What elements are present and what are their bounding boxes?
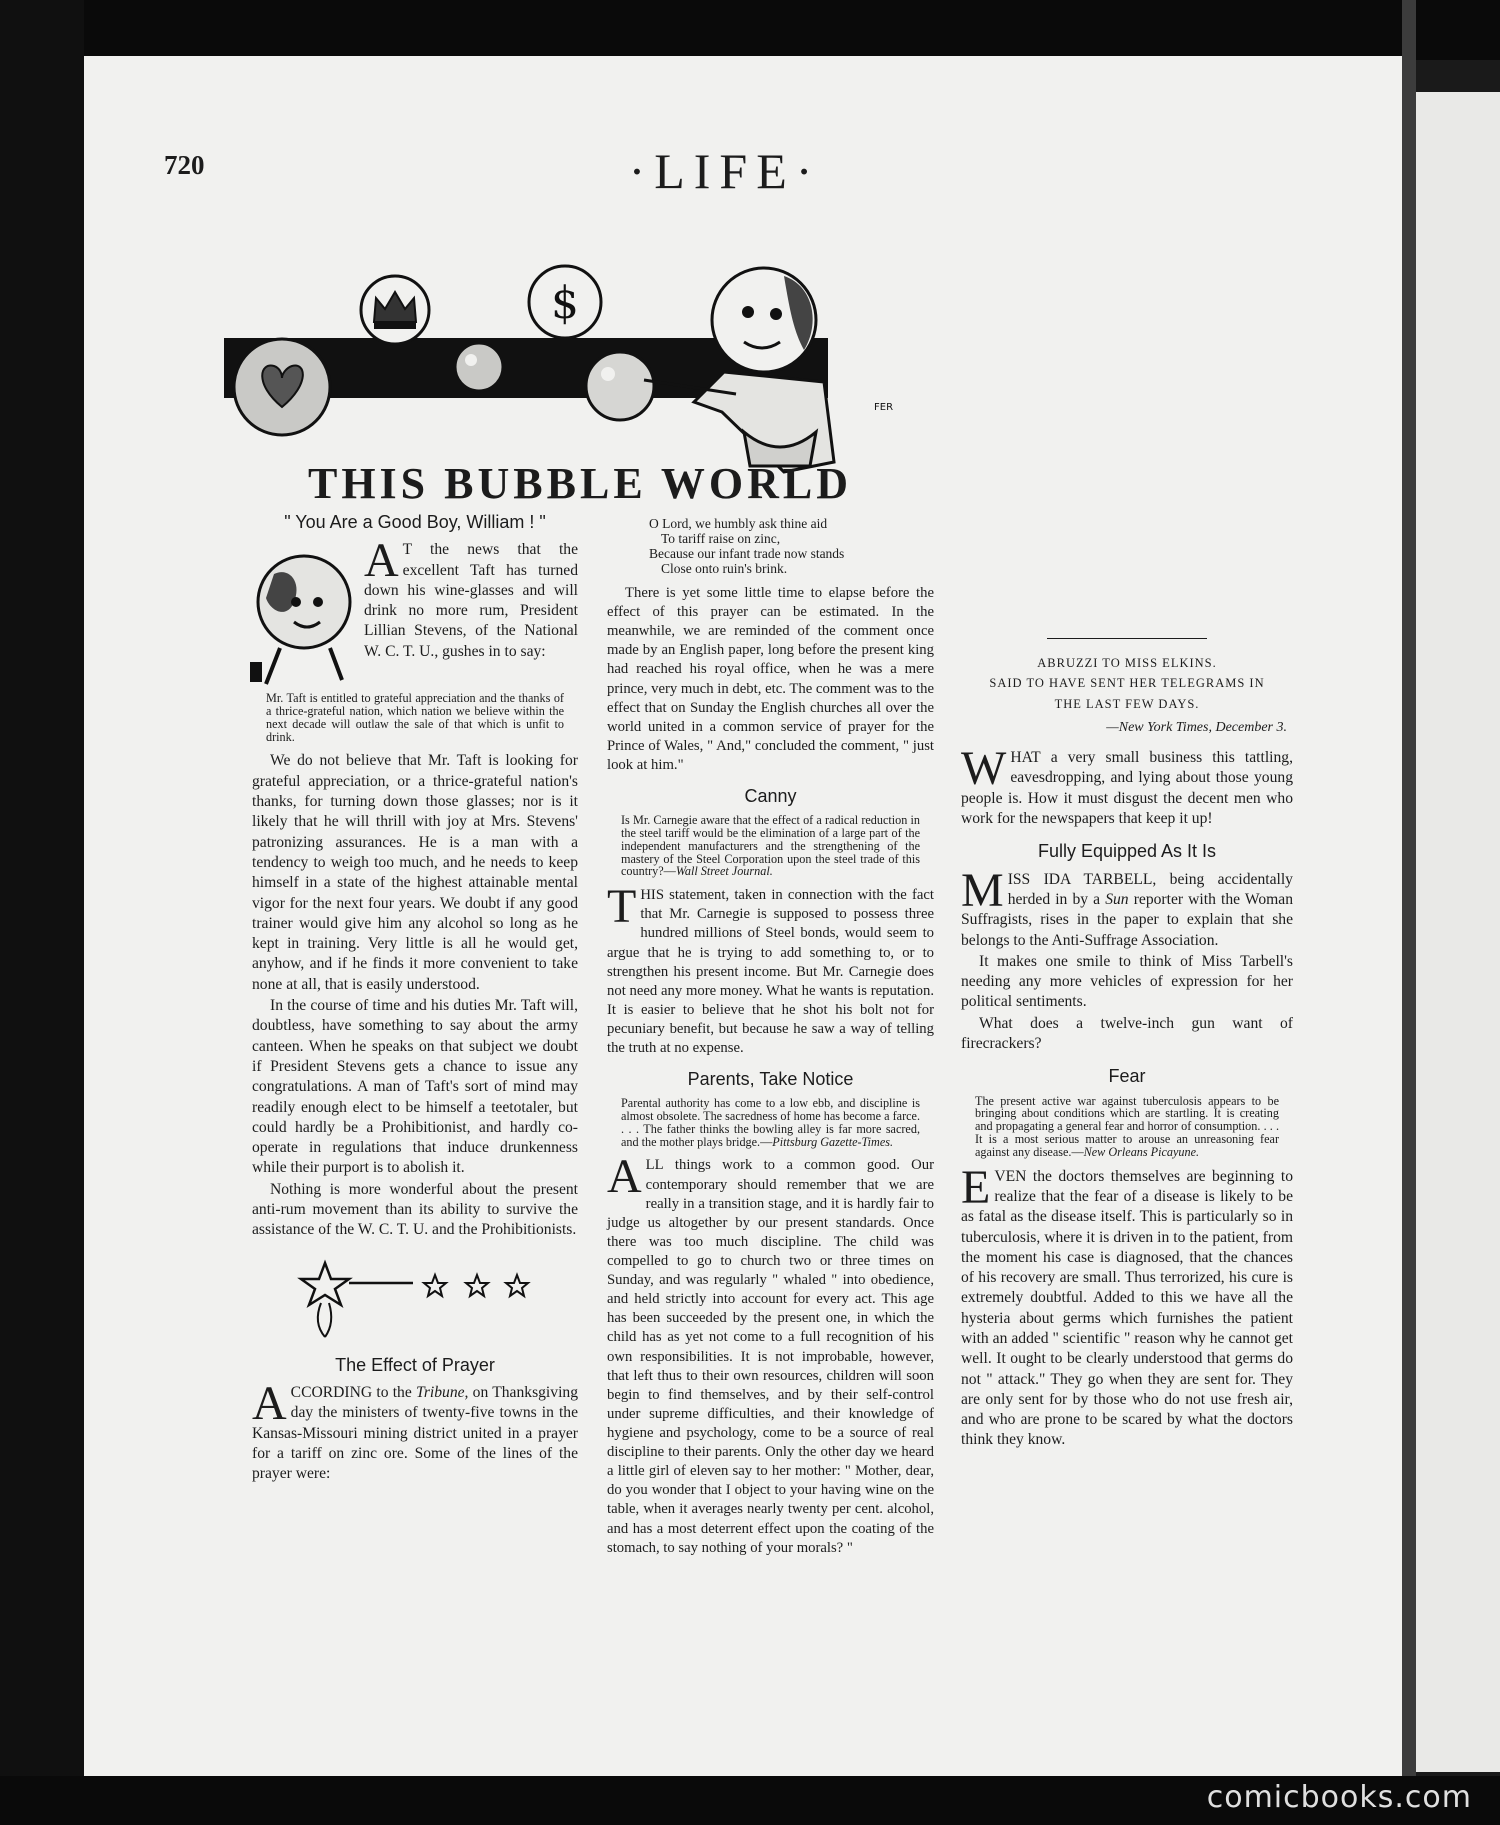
prayer-verse-line: Because our infant trade now stands (649, 546, 845, 561)
page-number: 720 (164, 150, 205, 180)
parents-lead: things work to a common good. Our contemporary should remember that we are really in a transition stage, and it is hardly fair to judge us altogether by our present standards. Once there was too much discipline. The child was compelled to go to church two or three times on Sunday, and was regularly " whaled " into obedience, and held strictly into account for every act. This age has been succeeded by the present one, in which the child has as yet not come to a full recognition of his own responsibilities. It is not improbable, however, that left thus to their own resources, children will soon begin to find themselves, and by their self-control under supreme difficulties, and their knowledge of hygiene and psychology, come to be a source of real discipline to their parents. Only the other day we heard a little girl of eleven say to her mother: " Mother, dear, do you wonder that I object to your having wine on the table, when it averages nearly twenty per cent. alcohol, and has a most deterrent effect upon the coating of the stomach, to say nothing of your morals? " (607, 1157, 934, 1556)
good-boy-paragraph-3: Nothing is more wonderful about the present anti-rum movement than its ability to survive the assistance of the W. C. T. U. and the Prohibitionists. (252, 1180, 578, 1239)
fear-dropcap: E (961, 1160, 991, 1214)
canny-lead: statement, taken in connection with the fact that Mr. Carnegie is supposed to possess three hundred millions of Steel bonds, would seem to argue that he is trying to add something to, or to strengthen his present income. But Mr. Carnegie does not need any more money. What he wants is reputation. It is easier to believe that he shot his bolt not for pecuniary benefit, but because he saw a way of telling the truth at no expense. (607, 887, 934, 1057)
svg-text:$: $ (551, 278, 579, 329)
facing-page-edge (1416, 92, 1500, 1772)
equipped-sun: Sun (1105, 890, 1129, 908)
prayer-lead-caps: CCORDING (290, 1383, 373, 1401)
watermark: comicbooks.com (1206, 1780, 1472, 1815)
small-bubble-icon (586, 352, 654, 420)
prayer-heading: The Effect of Prayer (335, 1354, 495, 1375)
abruzzi-caption-2: SAID TO HAVE SENT HER TELEGRAMS IN (989, 676, 1265, 691)
prayer-tribune: Tribune, (416, 1383, 469, 1401)
parents-clip-source: Pittsburg Gazette-Times. (772, 1134, 894, 1149)
fear-heading: Fear (1108, 1066, 1146, 1087)
scan-border-top (0, 0, 1500, 60)
equipped-paragraph-2: What does a twelve-inch gun want of firecrackers? (961, 1014, 1293, 1053)
parents-clipping (621, 1097, 920, 1148)
column-3 (961, 632, 1293, 1452)
good-boy-heading: " You Are a Good Boy, William ! " (284, 512, 546, 532)
prayer-paragraph-1: There is yet some little time to elapse before the effect of this prayer can be estimated. In the meanwhile, we are reminded of the comment once made by an English paper, long before the present king had reached his royal office, when he was a mere prince, very much in debt, etc. The comment was to the effect that on Sunday the English churches all over the world united in a common service of prayer for the Prince of Wales, " And," concluded the comment, " just look at him." (607, 585, 934, 773)
canny-heading: Canny (744, 786, 797, 807)
column-rule (1047, 638, 1207, 639)
crown-bubble-icon (361, 276, 429, 344)
equipped-heading: Fully Equipped As It Is (1037, 841, 1217, 862)
equipped-dropcap: M (961, 863, 1004, 917)
fear-clip-text: The present active war against tuberculosis appears to be bringing about conditions which are startling. It is creating and propagating a general fear and horror of consumption. . . . It is a most serious matter to arouse an unreasoning fear against any disease.— (975, 1093, 1279, 1159)
column-1 (252, 512, 578, 1485)
abruzzi-lead-caps: HAT (1010, 749, 1041, 767)
fear-lead-caps: VEN (994, 1167, 1027, 1185)
good-boy-clipping: Mr. Taft is entitled to grateful appreciation and the thanks of a thrice-grateful nation, which nation we believe within the next decade will outlaw the sale of that which is unfit to drink. (266, 691, 564, 744)
abruzzi-caption-3: THE LAST FEW DAYS. (1054, 696, 1200, 711)
fear-clip-source: New Orleans Picayune. (1083, 1144, 1200, 1159)
canny-clip-text: Is Mr. Carnegie aware that the effect of a radical reduction in the steel tariff would be the elimination of a large part of the independent manufacturers and the strengthening of the mastery of the Steel Corporation upon the steel trade of this country?— (621, 813, 920, 879)
abruzzi-caption-1: ABRUZZI TO MISS ELKINS. (1037, 656, 1217, 670)
prayer-verse-line: Close onto ruin's brink. (661, 561, 788, 576)
book-spine (1402, 0, 1416, 1825)
good-boy-paragraph-1: We do not believe that Mr. Taft is looking for grateful appreciation, or a thrice-grateful nation's thanks, for turning down those glasses; nor is it likely that he will thrill with joy at Mrs. Stevens' patronizing assurances. He is a man with a tendency to weigh too much, and he needs to keep himself in a state of the highest attainable mental vigor for the next four years. We doubt if any good trainer would give him any alcohol so long as he kept in training. Very little is all he would get, anyhow, and if he finds it more convenient to take none at all, that is easily understood. (252, 752, 578, 993)
prayer-verse (649, 516, 934, 576)
prayer-lead-b: on Thanksgiving day the ministers of twenty-five towns in the Kansas-Missouri mining district united in a prayer for a tariff on zinc ore. Some of the lines of the prayer were: (252, 1383, 578, 1483)
parents-lead-paragraph (607, 1150, 934, 1557)
equipped-paragraph-1: It makes one smile to think of Miss Tarbell's needing any more vehicles of expression for her political sentiments. (961, 952, 1293, 1011)
abruzzi-lead: a very small business this tattling, eavesdropping, and lying about those young people is. How it must disgust the decent men who work for the newspapers that keep it up! (961, 749, 1293, 828)
canny-dropcap: T (607, 880, 637, 934)
equipped-lead-a: being accidentally herded in by a (1007, 870, 1293, 908)
abruzzi-dropcap: W (961, 742, 1007, 796)
parents-lead-caps: LL (645, 1157, 664, 1174)
parents-clip-text: Parental authority has come to a low ebb, and discipline is almost obsolete. The sacredness of home has become a farce. . . . The father thinks the bowling alley is far more sacred, and the mother plays bridge.— (621, 1096, 920, 1149)
abruzzi-source: —New York Times, December 3. (1106, 719, 1287, 735)
scan-border-left (0, 0, 84, 1825)
shooting-star-illustration-icon (295, 1253, 535, 1343)
masthead: ·LIFE· (628, 143, 822, 199)
equipped-lead-caps: ISS IDA TARBELL, (1007, 870, 1157, 888)
good-boy-lead: T the news that the excellent Taft has turned down his wine-glasses and will drink no more rum, President Lillian Stevens, of the National W. C. T. U., gushes in to say: (364, 541, 578, 660)
fear-lead-paragraph (961, 1160, 1293, 1451)
dollar-bubble-icon (529, 266, 601, 338)
bubble-world-illustration (224, 262, 942, 490)
parents-heading: Parents, Take Notice (687, 1069, 854, 1090)
page-title: THIS BUBBLE WORLD (307, 459, 852, 508)
fear-lead: the doctors themselves are beginning to realize that the fear of a disease is likely to be as fatal as the disease itself. This is particularly so in tuberculosis, where it is driven in to the patient, from the moment his case is diagnosed, that the chances of his recovery are small. Thus terrorized, his cure is extremely doubtful. Added to this we have all the hysteria about germs which furnishes the patient with an added " scientific " reason why he cannot get well. It ought to be clearly understood that germs do not " attack." They go when they are sent for. They are only sent for by those who do not use fresh air, and who are prone to be scared by what the doctors think they know. (961, 1167, 1293, 1449)
canny-lead-caps: HIS (640, 887, 664, 904)
prayer-lead-a: to the (372, 1383, 417, 1401)
prayer-dropcap: A (252, 1376, 287, 1430)
canny-clipping (621, 814, 920, 878)
prayer-verse-line: O Lord, we humbly ask thine aid (649, 516, 828, 531)
parents-dropcap: A (607, 1150, 642, 1204)
canny-lead-paragraph (607, 880, 934, 1058)
illustration-signature: FER (874, 402, 894, 413)
prayer-verse-line: To tariff raise on zinc, (661, 531, 781, 546)
good-boy-dropcap: A (364, 534, 399, 588)
globe-boy-illustration-icon (244, 544, 356, 690)
column-2 (607, 510, 934, 1559)
equipped-lead-paragraph (961, 863, 1293, 951)
good-boy-paragraph-2: In the course of time and his duties Mr. Taft will, doubtless, have something to say about the army canteen. When he speaks on that subject we doubt if President Stevens gets a chance to issue any congratulations. A man of Taft's sort of mind may readily enough elect to be himself a teetotaler, but could hardly be a Prohibitionist, and hardly co-operate in regulations that induce drunkenness while their purport is to abolish it. (252, 997, 578, 1177)
heart-bubble-icon (234, 339, 330, 435)
fear-clipping (975, 1095, 1279, 1159)
plain-bubble-icon (455, 343, 503, 391)
canny-clip-source: Wall Street Journal. (675, 864, 773, 879)
abruzzi-lead-paragraph (961, 742, 1293, 829)
equipped-lead-b: reporter with the Woman Suffragists, rises in the paper to explain that she belongs to the Anti-Suffrage Association. (961, 890, 1293, 949)
